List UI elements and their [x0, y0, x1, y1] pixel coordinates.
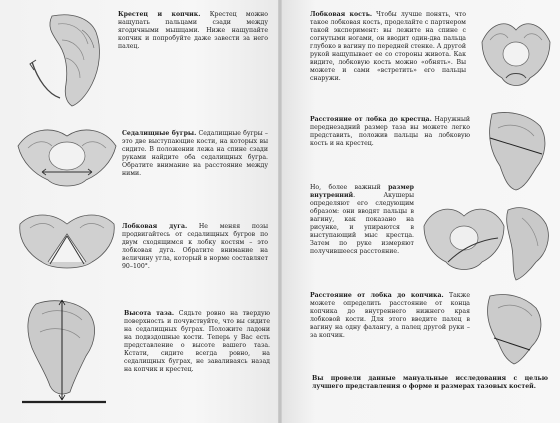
ischial-tuberosities-title: Седалищные бугры. — [122, 130, 197, 137]
pubic-arch-text — [122, 223, 268, 271]
pubic-bone-text — [310, 11, 466, 83]
pelvis-height-title: Высота таза. — [124, 310, 175, 317]
sacrum-coccyx-body: Крестец можно нащупать пальцами сзади между ягодичными мышцами. Ниже нащупайте копчик и попробуйте даже завести за него палец. — [118, 11, 268, 51]
pubis-sacrum-illustration — [478, 108, 554, 194]
pubis-coccyx-text — [310, 292, 470, 340]
internal-size-title: размер внутренний — [310, 184, 414, 200]
sacrum-coccyx-illustration — [22, 10, 114, 110]
internal-size-illustration — [418, 196, 556, 288]
pubis-coccyx-body: Также можете определить расстояние от конца копчика до внутреннего нижнего края лобковой кости. Для этого введите палец в вагину на одну фалангу, а палец другой руки – за копчик. — [310, 292, 470, 340]
internal-size-pre: Но, более важный — [310, 184, 389, 191]
pubic-bone-illustration — [476, 12, 556, 96]
pubic-arch-illustration — [12, 204, 122, 282]
sacrum-coccyx-title: Крестец и копчик. — [118, 11, 201, 18]
ischial-tuberosities-text — [122, 130, 268, 178]
pubis-sacrum-text — [310, 116, 470, 148]
pubic-arch-title: Лобковая дуга. — [122, 223, 188, 230]
sacrum-coccyx-text — [118, 11, 268, 51]
left-page — [0, 0, 278, 423]
pubis-sacrum-title: Расстояние от лобка до крестца. — [310, 116, 432, 123]
internal-size-body: . Акушеры определяют его следующим образом: они вводят пальцы в вагину, как показано на рисунке, и упираются в выступающий мыс крестца. Затем по руке измеряют получившееся расстояние. — [310, 192, 414, 256]
pelvis-height-text — [124, 310, 270, 374]
pubis-coccyx-title: Расстояние от лобка до копчика. — [310, 292, 444, 299]
pelvis-height-illustration — [18, 296, 110, 414]
pelvis-height-body: Сядьте ровно на твердую поверхность и почувствуйте, что вы сидите на седалищных буграх. Положите ладони на подвздошные кости. Теперь у Вас есть представление о высоте вашего таза. Кстати, сидите всегда ровно, на седалищных буграх, не заваливаясь назад на копчик и крестец. — [124, 310, 270, 374]
right-page — [282, 0, 560, 423]
ischial-tuberosities-body: Седалищные бугры – это две выступающие кости, на которых вы сидите. В положении лежа на спине сзади руками найдите оба седалищных бугра. Обратите внимание на расстояние между ними. — [122, 130, 268, 178]
pubic-bone-title: Лобковая кость. — [310, 11, 373, 18]
ischial-tuberosities-illustration — [12, 118, 122, 198]
pubis-coccyx-illustration — [478, 290, 550, 366]
internal-size-text — [310, 184, 414, 256]
pubic-bone-body: Чтобы лучше понять, что такое лобковая кость, проделайте с партнером такой эксперимент: вы лежите на спине с согнутыми ногами, он вводит один-два пальца глубоко в вагину по передней стенке. А другой рукой нащупывает ее со стороны живота. Как видите, лобковую кость можно «обнять». Вы можете и сами «встретить» его пальцы снаружи. — [310, 11, 466, 83]
pubic-arch-body: Не меняя позы продвигайтесь от седалищных бугров по двум сходящимся к лобку костям – это лобковая дуга. Обратите внимание на величину угла, который в норме составляет 90–100°. — [122, 223, 268, 271]
closing-statement: Вы провели данные мануальные исследования с целью лучшего представления о форме и размерах тазовых костей. — [312, 375, 548, 391]
pubis-sacrum-body: Наружный переднезадний размер таза вы можете легко представить, положив пальцы на лобковую кость и на крестец. — [310, 116, 470, 148]
